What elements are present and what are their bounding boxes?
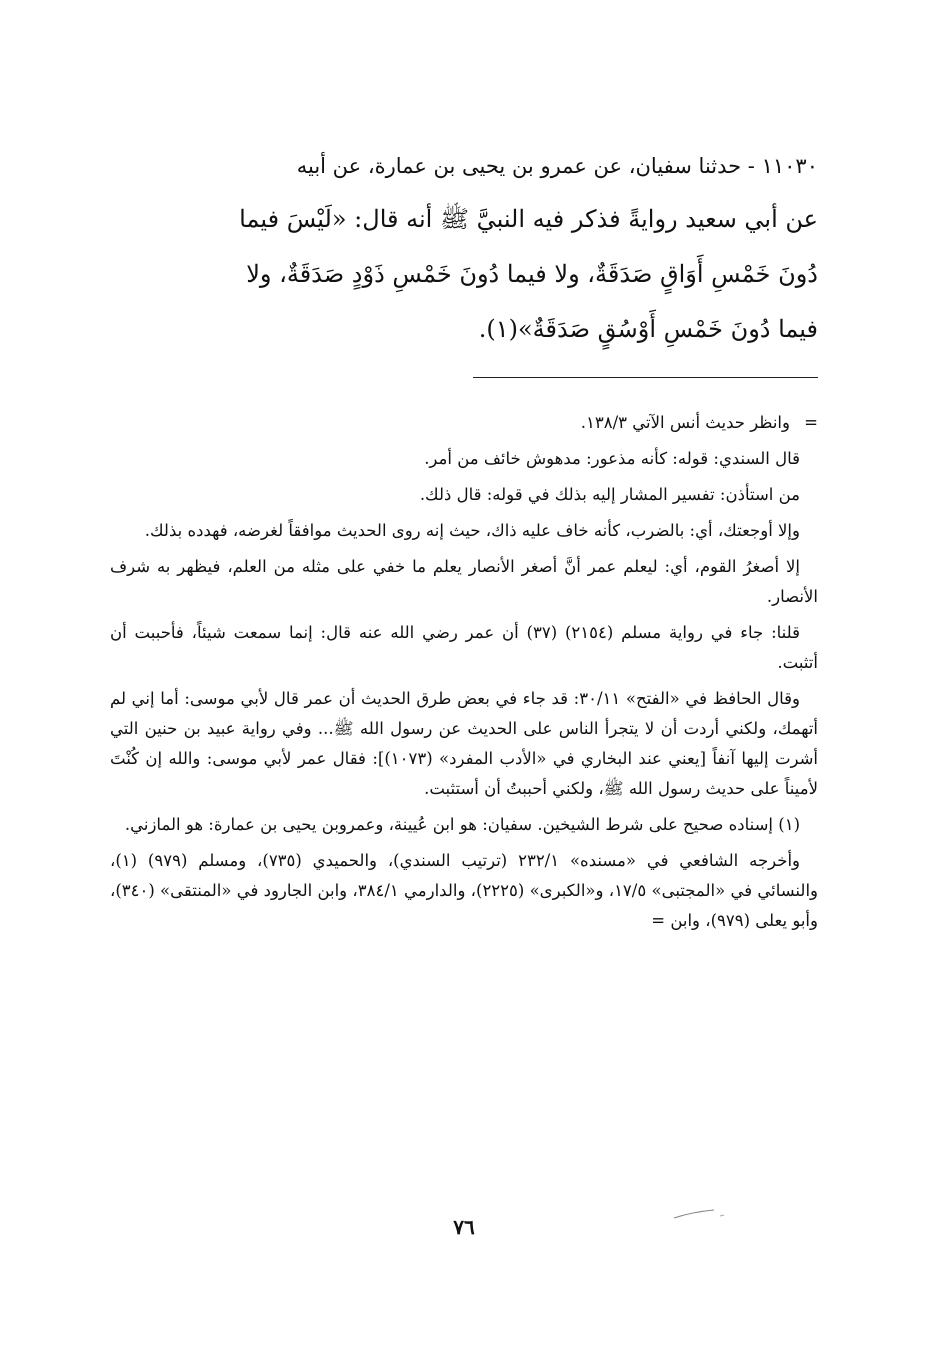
hadith-line-2: عن أبي سعيد روايةً فذكر فيه النبيَّ ﷺ أنه قال: «لَيْسَ فيما	[239, 205, 818, 233]
footnote-paragraph: وقال الحافظ في «الفتح» ٣٠/١١: قد جاء في بعض طرق الحديث أن عمر قال لأبي موسى: أما إني لم أتهمك، ولكني أردت أن لا يتجرأ الناس على الحديث عن رسول الله ﷺ... وفي رواية عبيد بن حنين التي أشرت إليها آنفاً [يعني عند البخاري في «الأدب المفرد» (١٠٧٣)]: فقال عمر لأبي موسى: والله إن كُنْتَ لأميناً على حديث رسول الله ﷺ، ولكني أحببتُ أن أستثبت.	[110, 689, 819, 798]
footnote-paragraph: وإلا أوجعتك، أي: بالضرب، كأنه خاف عليه ذاك، حيث إنه روى الحديث موافقاً لغرضه، فهدده بذلك.	[144, 521, 800, 540]
book-page	[110, 130, 818, 1250]
footnote-text: وانظر حديث أنس الآتي ١٣٨/٣.	[580, 413, 790, 432]
scan-mark	[672, 1204, 732, 1224]
footnote-continuation	[110, 408, 818, 438]
hadith-line-4: فيما دُونَ خَمْسِ أَوْسُقٍ صَدَقَةٌ»(١).	[478, 315, 818, 343]
hadith-line-1: ١١٠٣٠ - حدثنا سفيان، عن عمرو بن يحيى بن عمارة، عن أبيه	[296, 154, 818, 178]
footnote-paragraph: من استأذن: تفسير المشار إليه بذلك في قوله: قال ذلك.	[419, 485, 800, 504]
footnote-paragraph-last	[110, 846, 818, 936]
footnotes	[110, 408, 818, 942]
footnote-1: (١) إسناده صحيح على شرط الشيخين. سفيان: هو ابن عُيينة، وعمروبن يحيى بن عمارة: هو المازني.	[124, 815, 800, 834]
footnote-divider	[473, 377, 818, 378]
footnote-paragraph: قال السندي: قوله: كأنه مذعور: مدهوش خائف من أمر.	[424, 449, 800, 468]
footnote-paragraph: إلا أصغرُ القوم، أي: ليعلم عمر أنَّ أصغر الأنصار يعلم ما خفي على مثله من العلم، فيظهر به شرف الأنصار.	[110, 557, 818, 606]
page-number: ٧٦	[453, 1215, 475, 1239]
continuation-mark-end: =	[651, 911, 666, 930]
footnote-paragraph: قلنا: جاء في رواية مسلم (٢١٥٤) (٣٧) أن عمر رضي الله عنه قال: إنما سمعت شيئاً، فأحببت أن أتثبت.	[110, 623, 818, 672]
hadith-line-3: دُونَ خَمْسِ أَوَاقٍ صَدَقَةٌ، ولا فيما دُونَ خَمْسِ ذَوْدٍ صَدَقَةٌ، ولا	[246, 260, 818, 288]
continuation-mark: =	[804, 413, 818, 432]
footnote-text: وأخرجه الشافعي في «مسنده» ٢٣٢/١ (ترتيب السندي)، والحميدي (٧٣٥)، ومسلم (٩٧٩) (١)، والنسائي في «المجتبى» ١٧/٥، و«الكبرى» (٢٢٢٥)، والدارمي ٣٨٤/١، وابن الجارود في «المنتقى» (٣٤٠)، وأبو يعلى (٩٧٩)، وابن	[110, 851, 818, 930]
hadith-text	[110, 140, 818, 357]
